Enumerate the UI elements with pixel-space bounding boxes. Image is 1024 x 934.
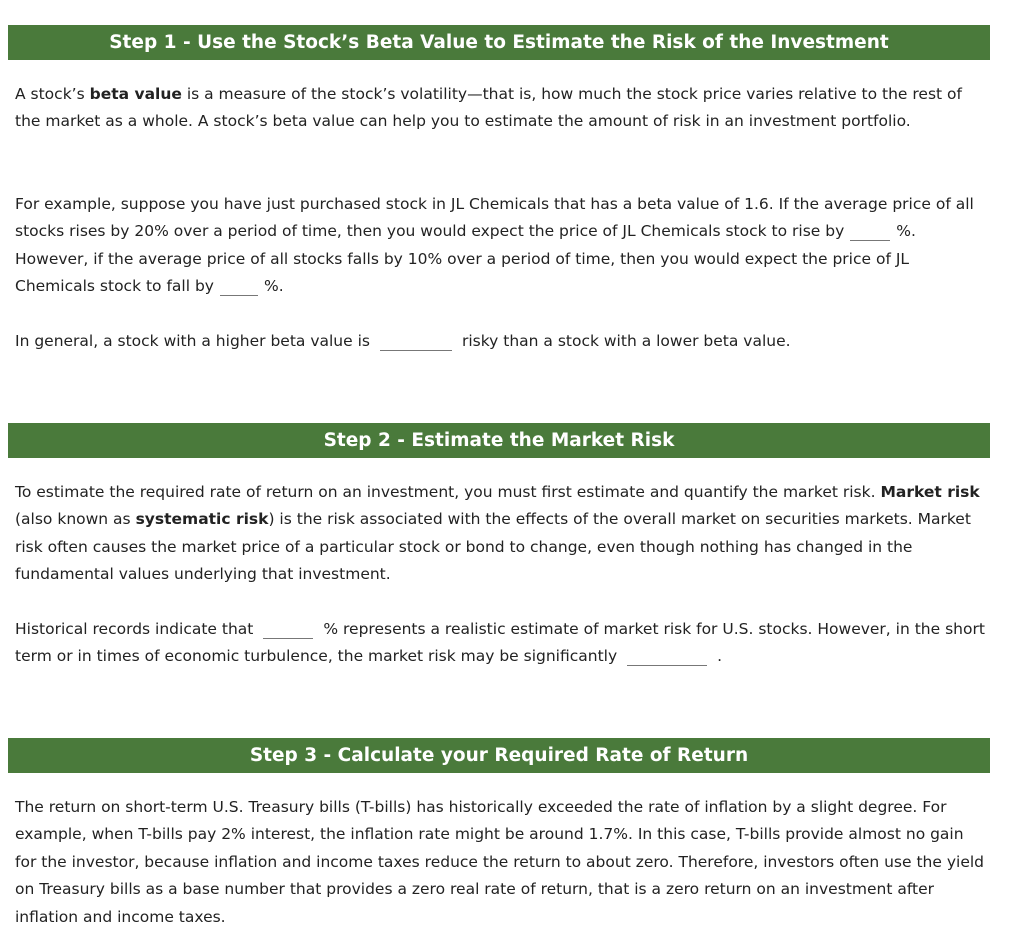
text: is a measure of the stock’s volatility—that is, how much the stock price varies relative to the rest of the market as a whole. A stock’s beta value can help you to estimate the amount of risk in an investment portfolio. [15, 85, 962, 131]
blank-higher-lower[interactable] [627, 664, 707, 666]
step1-header: Step 1 - Use the Stock’s Beta Value to Estimate the Risk of the Investment [8, 25, 990, 60]
blank-market-risk-percent[interactable] [263, 637, 313, 639]
step1-paragraph-example [15, 191, 987, 301]
step2-paragraph-market-risk [15, 479, 987, 589]
bold-term-beta-value: beta value [89, 85, 182, 103]
text: In general, a stock with a higher beta value is [15, 332, 370, 350]
blank-fall-percent[interactable] [220, 294, 258, 296]
text: To estimate the required rate of return on an investment, you must first estimate and quantify the market risk. [15, 483, 881, 501]
text: % represents a realistic estimate of market risk for U.S. stocks. However, in the short term or in times of economic turbulence, the market risk may be significantly [15, 620, 985, 666]
text: . [717, 647, 723, 666]
step3-paragraph-tbills: The return on short-term U.S. Treasury bills (T-bills) has historically exceeded the rate of inflation by a slight degree. For example, when T-bills pay 2% interest, the inflation rate might be around 1.7%. In this case, T-bills provide almost no gain for the investor, because inflation and income taxes reduce the return to about zero. Therefore, investors often use the yield on Treasury bills as a base number that provides a zero real rate of return, that is a zero return on an investment after inflation and income taxes. [15, 798, 984, 926]
step1-paragraph-general [15, 328, 987, 355]
text: ) is the risk associated with the effects of the overall market on securities markets. Market risk often causes the market price of a particular stock or bond to change, even though nothing has changed in the fundamental values underlying that investment. [15, 510, 971, 584]
text: A stock’s [15, 85, 90, 103]
bold-term-systematic-risk: systematic risk [135, 510, 269, 529]
blank-more-less-risky[interactable] [380, 349, 452, 351]
step1-paragraph-beta [15, 81, 987, 136]
step3-header: Step 3 - Calculate your Required Rate of Return [8, 738, 990, 773]
text: %. However, if the average price of all stocks falls by 10% over a period of time, then you would expect the price of JL Chemicals stock to fall by [15, 222, 916, 296]
bold-term-market-risk: Market risk [880, 483, 980, 501]
text: (also known as [15, 510, 136, 529]
step2-header: Step 2 - Estimate the Market Risk [8, 423, 990, 458]
blank-rise-percent[interactable] [850, 239, 890, 241]
text: %. [263, 277, 284, 296]
step2-paragraph-historical [15, 616, 987, 671]
text: For example, suppose you have just purchased stock in JL Chemicals that has a beta value of 1.6. If the average price of all stocks rises by 20% over a period of time, then you would expect the price of JL Chemicals stock to rise by [15, 195, 974, 241]
text: risky than a stock with a lower beta value. [461, 332, 791, 350]
text: Historical records indicate that [15, 620, 254, 638]
